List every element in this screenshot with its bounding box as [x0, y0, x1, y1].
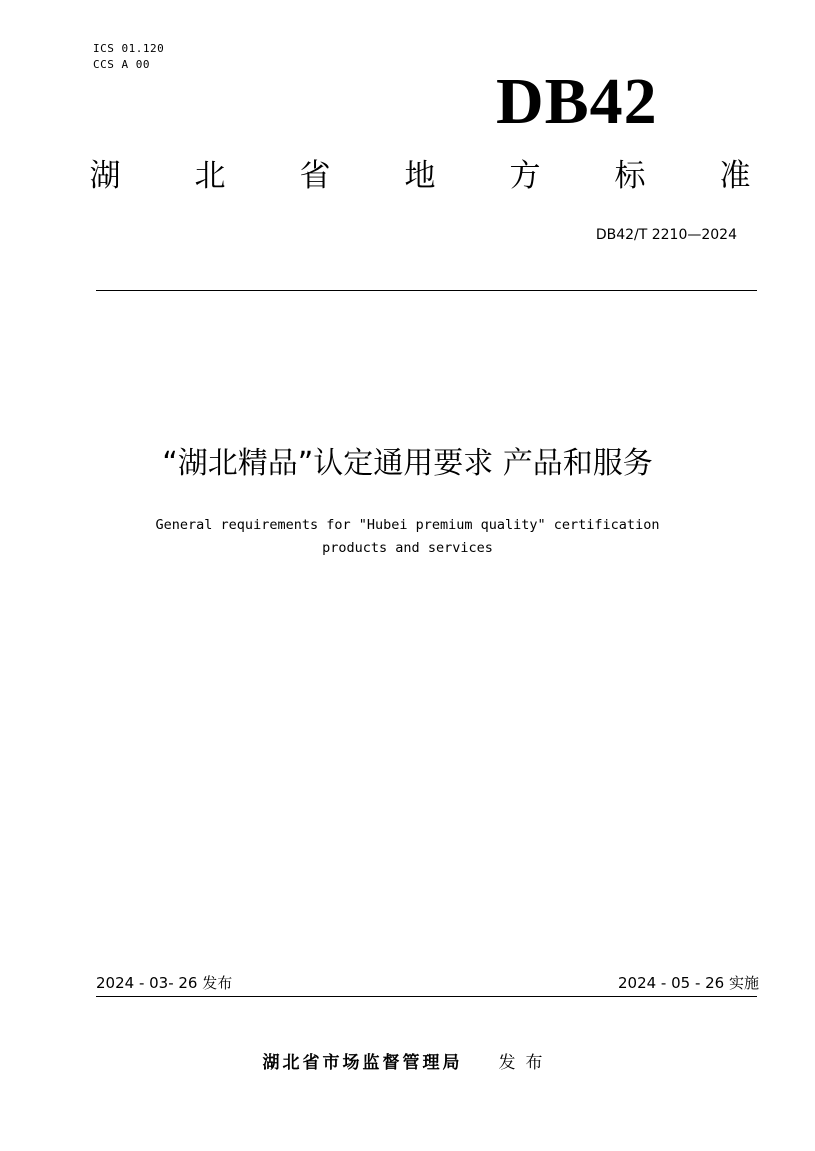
standard-type-char: 地	[404, 158, 436, 194]
issue-action: 发布	[498, 1053, 553, 1073]
standard-type-heading	[88, 154, 752, 198]
ccs-code: CCS A 00	[93, 58, 150, 71]
ics-code: ICS 01.120	[93, 42, 165, 55]
standard-type-char: 北	[194, 158, 226, 194]
title-english-line-2: products and services	[322, 540, 493, 556]
title-english	[0, 514, 815, 560]
bottom-divider	[96, 996, 757, 997]
top-divider	[96, 290, 757, 291]
classification-codes	[93, 41, 164, 73]
issuing-authority: 湖北省市场监督管理局	[262, 1053, 463, 1073]
issue-date: 2024 - 03- 26 发布	[96, 974, 233, 992]
standard-type-char: 省	[299, 158, 331, 194]
standard-type-char: 湖	[89, 158, 121, 194]
standard-number: DB42/T 2210—2024	[595, 227, 737, 243]
title-chinese: “湖北精品”认定通用要求 产品和服务	[162, 446, 653, 481]
title-english-line-1: General requirements for "Hubei premium quality" certification	[155, 517, 660, 533]
standard-code-logo: DB42	[496, 65, 658, 138]
standard-type-char: 标	[614, 158, 646, 194]
standard-type-char: 方	[509, 158, 541, 194]
standard-type-char: 准	[719, 158, 751, 194]
issuer-line	[0, 1050, 815, 1076]
effective-date: 2024 - 05 - 26 实施	[617, 974, 759, 992]
